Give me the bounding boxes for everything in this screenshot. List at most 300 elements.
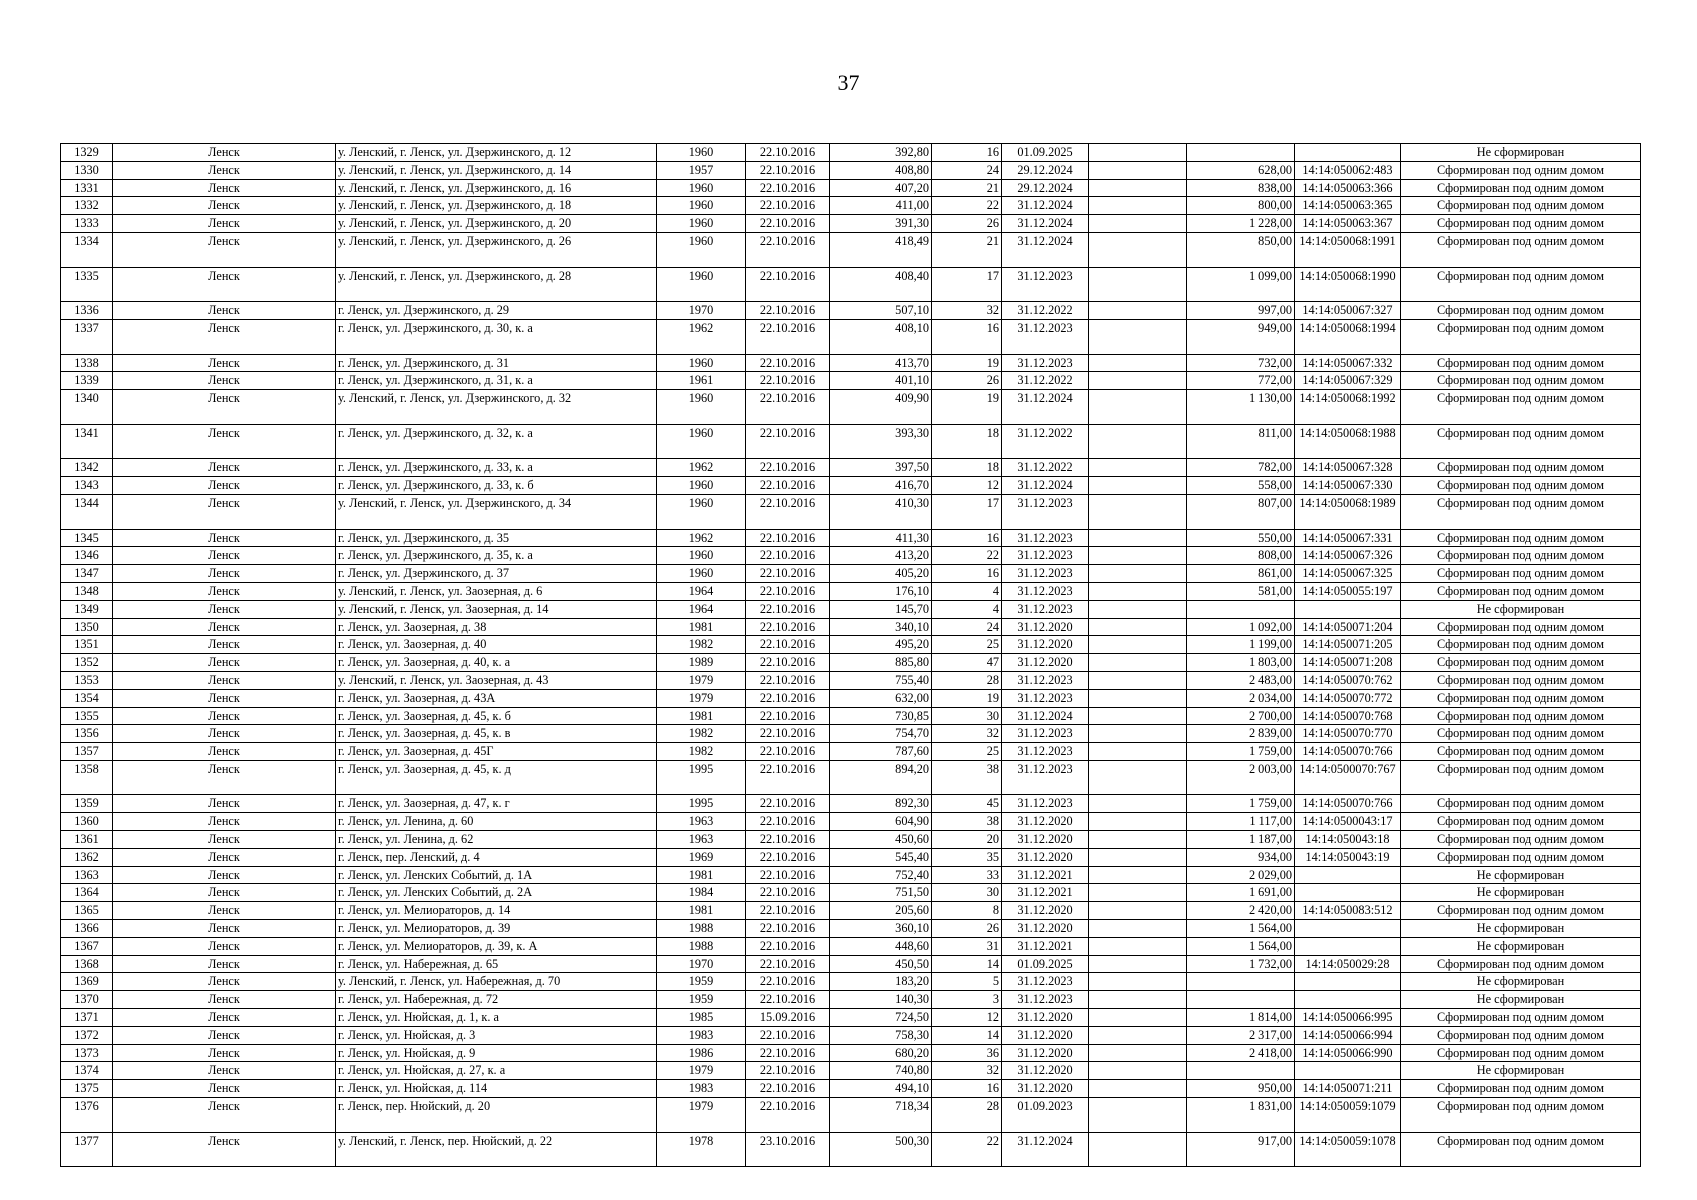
date-cell: 22.10.2016	[746, 267, 830, 302]
residents-cell: 21	[932, 179, 1002, 197]
area-cell: 754,70	[830, 725, 932, 743]
residents-cell: 19	[932, 354, 1002, 372]
cadastral-number-cell: 14:14:050067:326	[1295, 547, 1401, 565]
address-cell: г. Ленск, ул. Заозерная, д. 40, к. а	[336, 654, 657, 672]
blank-cell-cell	[1089, 372, 1187, 390]
year-built-cell: 1963	[657, 831, 746, 849]
land-status-cell: Сформирован под одним домом	[1401, 636, 1641, 654]
area-cell: 413,70	[830, 354, 932, 372]
land-status-cell: Сформирован под одним домом	[1401, 1098, 1641, 1133]
land-status-cell: Сформирован под одним домом	[1401, 459, 1641, 477]
address-cell: г. Ленск, ул. Ленских Событий, д. 1А	[336, 866, 657, 884]
table-row	[61, 884, 1641, 902]
row-number-cell: 1350	[61, 618, 113, 636]
deadline-cell: 31.12.2020	[1002, 831, 1089, 849]
residents-cell: 30	[932, 707, 1002, 725]
date-cell: 22.10.2016	[746, 1098, 830, 1133]
row-number-cell: 1341	[61, 424, 113, 459]
date-cell: 22.10.2016	[746, 565, 830, 583]
date-cell: 22.10.2016	[746, 459, 830, 477]
row-number-cell: 1329	[61, 144, 113, 162]
locality-cell: Ленск	[113, 920, 336, 938]
land-area-cell: 2 029,00	[1187, 866, 1295, 884]
cadastral-number-cell: 14:14:050066:994	[1295, 1026, 1401, 1044]
blank-cell-cell	[1089, 494, 1187, 529]
land-status-cell: Сформирован под одним домом	[1401, 743, 1641, 761]
blank-cell-cell	[1089, 1132, 1187, 1167]
table-row	[61, 547, 1641, 565]
blank-cell-cell	[1089, 991, 1187, 1009]
locality-cell: Ленск	[113, 494, 336, 529]
land-area-cell: 558,00	[1187, 477, 1295, 495]
residents-cell: 36	[932, 1044, 1002, 1062]
land-area-cell: 2 420,00	[1187, 902, 1295, 920]
date-cell: 22.10.2016	[746, 179, 830, 197]
row-number-cell: 1339	[61, 372, 113, 390]
area-cell: 392,80	[830, 144, 932, 162]
cadastral-number-cell: 14:14:050070:770	[1295, 725, 1401, 743]
address-cell: г. Ленск, ул. Заозерная, д. 45, к. д	[336, 760, 657, 795]
row-number-cell: 1376	[61, 1098, 113, 1133]
locality-cell: Ленск	[113, 144, 336, 162]
row-number-cell: 1342	[61, 459, 113, 477]
area-cell: 397,50	[830, 459, 932, 477]
deadline-cell: 31.12.2023	[1002, 991, 1089, 1009]
table-row	[61, 831, 1641, 849]
row-number-cell: 1367	[61, 937, 113, 955]
blank-cell-cell	[1089, 600, 1187, 618]
land-area-cell: 1 759,00	[1187, 795, 1295, 813]
land-area-cell	[1187, 991, 1295, 1009]
address-cell: г. Ленск, ул. Заозерная, д. 47, к. г	[336, 795, 657, 813]
table-row	[61, 565, 1641, 583]
date-cell: 22.10.2016	[746, 144, 830, 162]
residents-cell: 30	[932, 884, 1002, 902]
area-cell: 408,80	[830, 161, 932, 179]
residents-cell: 16	[932, 144, 1002, 162]
blank-cell-cell	[1089, 636, 1187, 654]
address-cell: г. Ленск, ул. Заозерная, д. 45Г	[336, 743, 657, 761]
land-status-cell: Сформирован под одним домом	[1401, 529, 1641, 547]
deadline-cell: 01.09.2025	[1002, 144, 1089, 162]
blank-cell-cell	[1089, 547, 1187, 565]
cadastral-number-cell: 14:14:050070:762	[1295, 671, 1401, 689]
land-status-cell: Сформирован под одним домом	[1401, 654, 1641, 672]
blank-cell-cell	[1089, 302, 1187, 320]
cadastral-number-cell: 14:14:050068:1990	[1295, 267, 1401, 302]
area-cell: 758,30	[830, 1026, 932, 1044]
land-status-cell: Сформирован под одним домом	[1401, 902, 1641, 920]
locality-cell: Ленск	[113, 1132, 336, 1167]
residents-cell: 32	[932, 725, 1002, 743]
table-row	[61, 1080, 1641, 1098]
date-cell: 22.10.2016	[746, 424, 830, 459]
cadastral-number-cell: 14:14:050071:205	[1295, 636, 1401, 654]
row-number-cell: 1358	[61, 760, 113, 795]
area-cell: 495,20	[830, 636, 932, 654]
blank-cell-cell	[1089, 565, 1187, 583]
locality-cell: Ленск	[113, 215, 336, 233]
area-cell: 408,10	[830, 319, 932, 354]
land-area-cell: 1 187,00	[1187, 831, 1295, 849]
area-cell: 450,50	[830, 955, 932, 973]
date-cell: 22.10.2016	[746, 973, 830, 991]
land-area-cell: 1 759,00	[1187, 743, 1295, 761]
table-row	[61, 866, 1641, 884]
land-area-cell: 949,00	[1187, 319, 1295, 354]
address-cell: г. Ленск, ул. Набережная, д. 65	[336, 955, 657, 973]
date-cell: 22.10.2016	[746, 600, 830, 618]
date-cell: 22.10.2016	[746, 671, 830, 689]
table-row	[61, 848, 1641, 866]
address-cell: г. Ленск, ул. Нюйская, д. 3	[336, 1026, 657, 1044]
area-cell: 391,30	[830, 215, 932, 233]
deadline-cell: 31.12.2020	[1002, 902, 1089, 920]
land-status-cell: Сформирован под одним домом	[1401, 477, 1641, 495]
residents-cell: 24	[932, 161, 1002, 179]
land-area-cell: 1 117,00	[1187, 813, 1295, 831]
address-cell: г. Ленск, ул. Ленина, д. 60	[336, 813, 657, 831]
land-status-cell: Сформирован под одним домом	[1401, 197, 1641, 215]
year-built-cell: 1979	[657, 1098, 746, 1133]
residents-cell: 18	[932, 459, 1002, 477]
locality-cell: Ленск	[113, 232, 336, 267]
table-row	[61, 618, 1641, 636]
blank-cell-cell	[1089, 529, 1187, 547]
year-built-cell: 1981	[657, 618, 746, 636]
residents-cell: 16	[932, 529, 1002, 547]
locality-cell: Ленск	[113, 1062, 336, 1080]
land-area-cell	[1187, 973, 1295, 991]
address-cell: г. Ленск, ул. Дзержинского, д. 37	[336, 565, 657, 583]
address-cell: г. Ленск, ул. Заозерная, д. 40	[336, 636, 657, 654]
locality-cell: Ленск	[113, 302, 336, 320]
address-cell: у. Ленский, г. Ленск, ул. Дзержинского, д. 28	[336, 267, 657, 302]
date-cell: 22.10.2016	[746, 743, 830, 761]
land-area-cell: 732,00	[1187, 354, 1295, 372]
blank-cell-cell	[1089, 477, 1187, 495]
table-row	[61, 1026, 1641, 1044]
table-row	[61, 600, 1641, 618]
cadastral-number-cell: 14:14:050068:1992	[1295, 390, 1401, 425]
locality-cell: Ленск	[113, 354, 336, 372]
area-cell: 787,60	[830, 743, 932, 761]
deadline-cell: 31.12.2024	[1002, 390, 1089, 425]
deadline-cell: 31.12.2021	[1002, 884, 1089, 902]
row-number-cell: 1334	[61, 232, 113, 267]
area-cell: 205,60	[830, 902, 932, 920]
table-row	[61, 955, 1641, 973]
table-row	[61, 725, 1641, 743]
deadline-cell: 31.12.2023	[1002, 319, 1089, 354]
row-number-cell: 1360	[61, 813, 113, 831]
land-area-cell: 772,00	[1187, 372, 1295, 390]
land-status-cell: Не сформирован	[1401, 991, 1641, 1009]
land-status-cell: Сформирован под одним домом	[1401, 831, 1641, 849]
address-cell: у. Ленский, г. Ленск, ул. Дзержинского, д. 26	[336, 232, 657, 267]
deadline-cell: 31.12.2023	[1002, 547, 1089, 565]
deadline-cell: 31.12.2021	[1002, 937, 1089, 955]
deadline-cell: 31.12.2024	[1002, 1132, 1089, 1167]
table-row	[61, 267, 1641, 302]
address-cell: у. Ленский, г. Ленск, ул. Заозерная, д. 14	[336, 600, 657, 618]
year-built-cell: 1957	[657, 161, 746, 179]
deadline-cell: 31.12.2023	[1002, 760, 1089, 795]
land-status-cell: Сформирован под одним домом	[1401, 848, 1641, 866]
land-status-cell: Сформирован под одним домом	[1401, 547, 1641, 565]
table-row	[61, 760, 1641, 795]
row-number-cell: 1365	[61, 902, 113, 920]
address-cell: у. Ленский, г. Ленск, ул. Заозерная, д. 43	[336, 671, 657, 689]
date-cell: 22.10.2016	[746, 319, 830, 354]
date-cell: 22.10.2016	[746, 232, 830, 267]
deadline-cell: 31.12.2020	[1002, 848, 1089, 866]
blank-cell-cell	[1089, 902, 1187, 920]
deadline-cell: 31.12.2023	[1002, 600, 1089, 618]
row-number-cell: 1353	[61, 671, 113, 689]
blank-cell-cell	[1089, 866, 1187, 884]
row-number-cell: 1375	[61, 1080, 113, 1098]
land-status-cell: Сформирован под одним домом	[1401, 424, 1641, 459]
deadline-cell: 31.12.2023	[1002, 743, 1089, 761]
cadastral-number-cell	[1295, 920, 1401, 938]
deadline-cell: 31.12.2023	[1002, 529, 1089, 547]
year-built-cell: 1981	[657, 902, 746, 920]
cadastral-number-cell	[1295, 866, 1401, 884]
deadline-cell: 31.12.2020	[1002, 1026, 1089, 1044]
locality-cell: Ленск	[113, 813, 336, 831]
table-row	[61, 179, 1641, 197]
date-cell: 22.10.2016	[746, 760, 830, 795]
date-cell: 22.10.2016	[746, 161, 830, 179]
area-cell: 413,20	[830, 547, 932, 565]
deadline-cell: 01.09.2025	[1002, 955, 1089, 973]
address-cell: г. Ленск, ул. Дзержинского, д. 32, к. а	[336, 424, 657, 459]
locality-cell: Ленск	[113, 902, 336, 920]
land-status-cell: Сформирован под одним домом	[1401, 795, 1641, 813]
locality-cell: Ленск	[113, 973, 336, 991]
cadastral-number-cell	[1295, 884, 1401, 902]
year-built-cell: 1964	[657, 582, 746, 600]
row-number-cell: 1359	[61, 795, 113, 813]
address-cell: г. Ленск, ул. Дзержинского, д. 33, к. а	[336, 459, 657, 477]
row-number-cell: 1368	[61, 955, 113, 973]
residents-cell: 32	[932, 1062, 1002, 1080]
blank-cell-cell	[1089, 813, 1187, 831]
residents-cell: 22	[932, 1132, 1002, 1167]
locality-cell: Ленск	[113, 529, 336, 547]
area-cell: 409,90	[830, 390, 932, 425]
residents-cell: 12	[932, 1009, 1002, 1027]
date-cell: 22.10.2016	[746, 215, 830, 233]
locality-cell: Ленск	[113, 600, 336, 618]
area-cell: 411,30	[830, 529, 932, 547]
locality-cell: Ленск	[113, 1044, 336, 1062]
date-cell: 22.10.2016	[746, 902, 830, 920]
address-cell: у. Ленский, г. Ленск, ул. Дзержинского, д. 20	[336, 215, 657, 233]
land-status-cell: Не сформирован	[1401, 144, 1641, 162]
locality-cell: Ленск	[113, 197, 336, 215]
blank-cell-cell	[1089, 1009, 1187, 1027]
date-cell: 22.10.2016	[746, 813, 830, 831]
date-cell: 23.10.2016	[746, 1132, 830, 1167]
residents-cell: 38	[932, 760, 1002, 795]
year-built-cell: 1960	[657, 390, 746, 425]
date-cell: 22.10.2016	[746, 689, 830, 707]
blank-cell-cell	[1089, 179, 1187, 197]
address-cell: у. Ленский, г. Ленск, ул. Набережная, д. 70	[336, 973, 657, 991]
date-cell: 22.10.2016	[746, 354, 830, 372]
date-cell: 22.10.2016	[746, 302, 830, 320]
locality-cell: Ленск	[113, 1009, 336, 1027]
deadline-cell: 29.12.2024	[1002, 179, 1089, 197]
land-status-cell: Сформирован под одним домом	[1401, 707, 1641, 725]
year-built-cell: 1960	[657, 424, 746, 459]
locality-cell: Ленск	[113, 866, 336, 884]
land-area-cell	[1187, 600, 1295, 618]
year-built-cell: 1988	[657, 920, 746, 938]
table-row	[61, 494, 1641, 529]
residents-cell: 4	[932, 582, 1002, 600]
land-area-cell: 861,00	[1187, 565, 1295, 583]
date-cell: 22.10.2016	[746, 920, 830, 938]
blank-cell-cell	[1089, 1098, 1187, 1133]
address-cell: г. Ленск, ул. Нюйская, д. 9	[336, 1044, 657, 1062]
cadastral-number-cell: 14:14:050063:367	[1295, 215, 1401, 233]
blank-cell-cell	[1089, 319, 1187, 354]
cadastral-number-cell: 14:14:050067:327	[1295, 302, 1401, 320]
deadline-cell: 31.12.2020	[1002, 654, 1089, 672]
residents-cell: 4	[932, 600, 1002, 618]
residents-cell: 3	[932, 991, 1002, 1009]
cadastral-number-cell: 14:14:050062:483	[1295, 161, 1401, 179]
table-row	[61, 459, 1641, 477]
table-row	[61, 902, 1641, 920]
locality-cell: Ленск	[113, 955, 336, 973]
land-status-cell: Сформирован под одним домом	[1401, 955, 1641, 973]
locality-cell: Ленск	[113, 477, 336, 495]
land-status-cell: Сформирован под одним домом	[1401, 671, 1641, 689]
blank-cell-cell	[1089, 618, 1187, 636]
address-cell: у. Ленский, г. Ленск, пер. Нюйский, д. 22	[336, 1132, 657, 1167]
address-cell: у. Ленский, г. Ленск, ул. Дзержинского, д. 16	[336, 179, 657, 197]
land-area-cell: 838,00	[1187, 179, 1295, 197]
date-cell: 22.10.2016	[746, 494, 830, 529]
cadastral-number-cell: 14:14:050063:365	[1295, 197, 1401, 215]
locality-cell: Ленск	[113, 725, 336, 743]
deadline-cell: 31.12.2020	[1002, 1009, 1089, 1027]
land-area-cell: 808,00	[1187, 547, 1295, 565]
row-number-cell: 1355	[61, 707, 113, 725]
blank-cell-cell	[1089, 424, 1187, 459]
land-area-cell: 1 092,00	[1187, 618, 1295, 636]
year-built-cell: 1979	[657, 671, 746, 689]
land-status-cell: Сформирован под одним домом	[1401, 582, 1641, 600]
table-row	[61, 937, 1641, 955]
table-row	[61, 743, 1641, 761]
address-cell: г. Ленск, ул. Дзержинского, д. 30, к. а	[336, 319, 657, 354]
year-built-cell: 1982	[657, 636, 746, 654]
land-area-cell: 2 700,00	[1187, 707, 1295, 725]
date-cell: 22.10.2016	[746, 707, 830, 725]
area-cell: 411,00	[830, 197, 932, 215]
blank-cell-cell	[1089, 215, 1187, 233]
row-number-cell: 1337	[61, 319, 113, 354]
year-built-cell: 1960	[657, 354, 746, 372]
area-cell: 408,40	[830, 267, 932, 302]
row-number-cell: 1363	[61, 866, 113, 884]
deadline-cell: 31.12.2022	[1002, 459, 1089, 477]
year-built-cell: 1983	[657, 1080, 746, 1098]
land-area-cell: 1 831,00	[1187, 1098, 1295, 1133]
land-status-cell: Сформирован под одним домом	[1401, 494, 1641, 529]
date-cell: 22.10.2016	[746, 866, 830, 884]
residents-cell: 17	[932, 494, 1002, 529]
year-built-cell: 1959	[657, 973, 746, 991]
year-built-cell: 1978	[657, 1132, 746, 1167]
land-status-cell: Сформирован под одним домом	[1401, 1080, 1641, 1098]
land-status-cell: Сформирован под одним домом	[1401, 1044, 1641, 1062]
cadastral-number-cell: 14:14:050067:325	[1295, 565, 1401, 583]
land-status-cell: Не сформирован	[1401, 600, 1641, 618]
deadline-cell: 31.12.2020	[1002, 618, 1089, 636]
row-number-cell: 1371	[61, 1009, 113, 1027]
area-cell: 494,10	[830, 1080, 932, 1098]
table-row	[61, 1132, 1641, 1167]
land-status-cell: Сформирован под одним домом	[1401, 565, 1641, 583]
land-area-cell: 1 732,00	[1187, 955, 1295, 973]
address-cell: г. Ленск, ул. Заозерная, д. 45, к. в	[336, 725, 657, 743]
year-built-cell: 1995	[657, 795, 746, 813]
table-row	[61, 671, 1641, 689]
table-row	[61, 215, 1641, 233]
residents-cell: 33	[932, 866, 1002, 884]
land-area-cell	[1187, 144, 1295, 162]
deadline-cell: 31.12.2023	[1002, 973, 1089, 991]
row-number-cell: 1333	[61, 215, 113, 233]
residents-cell: 20	[932, 831, 1002, 849]
residents-cell: 12	[932, 477, 1002, 495]
date-cell: 22.10.2016	[746, 848, 830, 866]
row-number-cell: 1347	[61, 565, 113, 583]
land-area-cell: 1 228,00	[1187, 215, 1295, 233]
table-row	[61, 991, 1641, 1009]
land-status-cell: Сформирован под одним домом	[1401, 390, 1641, 425]
locality-cell: Ленск	[113, 1026, 336, 1044]
residents-cell: 31	[932, 937, 1002, 955]
area-cell: 755,40	[830, 671, 932, 689]
cadastral-number-cell: 14:14:050067:330	[1295, 477, 1401, 495]
date-cell: 22.10.2016	[746, 937, 830, 955]
address-cell: г. Ленск, ул. Мелиораторов, д. 39	[336, 920, 657, 938]
cadastral-number-cell: 14:14:050067:332	[1295, 354, 1401, 372]
blank-cell-cell	[1089, 671, 1187, 689]
locality-cell: Ленск	[113, 707, 336, 725]
year-built-cell: 1960	[657, 267, 746, 302]
date-cell: 22.10.2016	[746, 390, 830, 425]
year-built-cell: 1988	[657, 937, 746, 955]
locality-cell: Ленск	[113, 743, 336, 761]
blank-cell-cell	[1089, 582, 1187, 600]
land-area-cell: 550,00	[1187, 529, 1295, 547]
land-status-cell: Сформирован под одним домом	[1401, 319, 1641, 354]
residents-cell: 25	[932, 636, 1002, 654]
locality-cell: Ленск	[113, 831, 336, 849]
address-cell: г. Ленск, ул. Ленина, д. 62	[336, 831, 657, 849]
table-row	[61, 424, 1641, 459]
area-cell: 724,50	[830, 1009, 932, 1027]
land-status-cell: Сформирован под одним домом	[1401, 689, 1641, 707]
